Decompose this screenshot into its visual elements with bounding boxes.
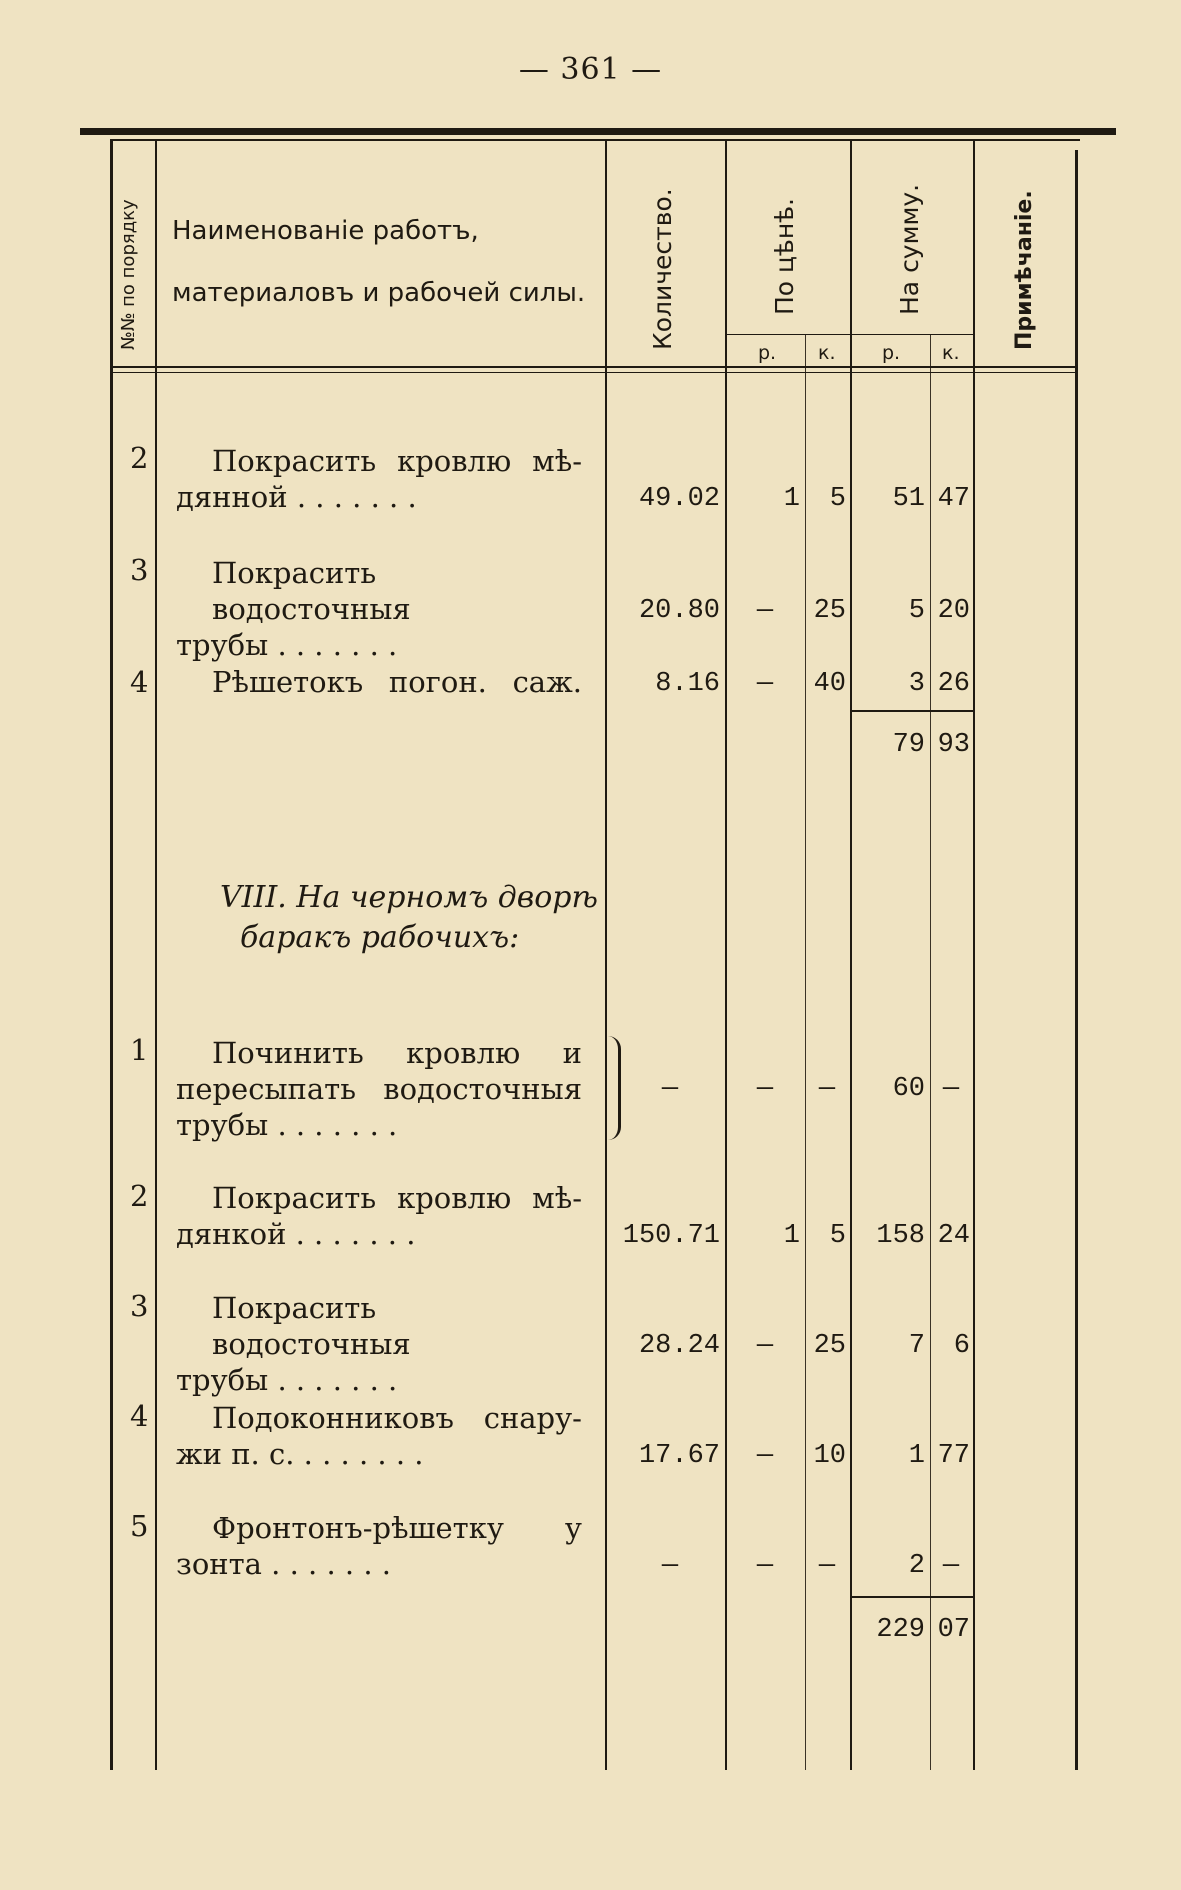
row-quantity: 28.24 xyxy=(638,1331,720,1361)
row-number: 5 xyxy=(130,1509,149,1543)
row-number: 3 xyxy=(130,553,149,587)
total-rule xyxy=(850,710,973,712)
row-sum-r: 60 xyxy=(892,1074,925,1104)
dot-leader: . . . . . . . xyxy=(277,1108,398,1142)
row-sum-k: 47 xyxy=(937,484,970,514)
col-line-sum-rk xyxy=(930,335,931,1770)
dot-leader: . . . . . . . xyxy=(295,1217,416,1251)
table-top-rule-thin xyxy=(110,139,1080,141)
row-number: 2 xyxy=(130,441,149,475)
section-title-line: VIII. На черномъ дворѣ xyxy=(220,880,598,915)
row-description-line: Починить кровлю и xyxy=(212,1036,582,1070)
header-rule xyxy=(110,366,1078,368)
row-price-k: 40 xyxy=(813,669,846,699)
row-description xyxy=(176,1510,582,1582)
row-description xyxy=(176,555,582,663)
row-description xyxy=(176,1400,582,1472)
row-sum-r: 158 xyxy=(876,1221,925,1251)
row-number: 2 xyxy=(130,1179,149,1213)
row-price-k: 5 xyxy=(829,1221,846,1251)
row-sum-r: 2 xyxy=(908,1551,925,1581)
section-total-r: 229 xyxy=(876,1615,925,1645)
row-description-line: Покрасить водосточныя xyxy=(212,556,411,626)
row-price-r: — xyxy=(756,1331,774,1361)
row-price-r: — xyxy=(756,596,774,626)
dot-leader: . . . . . . . xyxy=(271,1547,392,1581)
section-total-k: 07 xyxy=(937,1615,970,1645)
row-sum-k: 24 xyxy=(937,1221,970,1251)
row-description-line: Рѣшетокъ погон. саж. xyxy=(212,665,582,699)
row-sum-k: — xyxy=(942,1551,960,1581)
page-number: — 361 — xyxy=(518,52,663,87)
row-description-word: жи п. с. xyxy=(176,1437,295,1471)
row-description-line: Покрасить кровлю мѣ- xyxy=(212,444,582,478)
row-sum-k: 77 xyxy=(937,1441,970,1471)
col-line-left xyxy=(110,140,113,1770)
col-line-no xyxy=(155,140,157,1770)
table-top-rule xyxy=(80,128,1116,135)
brace-icon xyxy=(608,1036,621,1140)
price-unit-k: к. xyxy=(818,342,836,364)
row-description-line: Фронтонъ-рѣшетку у xyxy=(212,1511,582,1545)
header-col-name: Наименованіе работъ, материаловъ и рабочей силы. xyxy=(172,216,586,308)
row-sum-k: 6 xyxy=(953,1331,970,1361)
total-rule xyxy=(850,1596,973,1598)
row-description-line: пересыпать водосточныя xyxy=(176,1072,582,1106)
row-sum-r: 51 xyxy=(892,484,925,514)
col-line-sum xyxy=(973,140,975,1770)
row-description xyxy=(176,1290,582,1398)
row-sum-r: 5 xyxy=(908,596,925,626)
row-description-word: зонта xyxy=(176,1547,262,1581)
row-price-r: — xyxy=(756,669,774,699)
row-description-word: трубы xyxy=(176,1108,269,1142)
row-sum-r: 7 xyxy=(908,1331,925,1361)
row-sum-k: 26 xyxy=(937,669,970,699)
row-description-word: трубы xyxy=(176,1363,269,1397)
row-number: 3 xyxy=(130,1289,149,1323)
header-col-note: Примѣчаніе. xyxy=(1012,190,1037,350)
row-price-r: 1 xyxy=(783,484,800,514)
row-description-line xyxy=(176,479,582,515)
row-price-k: 5 xyxy=(829,484,846,514)
row-price-r: 1 xyxy=(783,1221,800,1251)
row-quantity: 20.80 xyxy=(638,596,720,626)
sum-unit-r: р. xyxy=(882,342,901,364)
row-price-r: — xyxy=(756,1441,774,1471)
row-price-k: 25 xyxy=(813,1331,846,1361)
row-price-k: 25 xyxy=(813,596,846,626)
row-description-word: трубы xyxy=(176,628,269,662)
col-line-price xyxy=(850,140,852,1770)
subheader-rule xyxy=(725,334,973,335)
header-col-qty: Количество. xyxy=(648,188,677,350)
row-description-line xyxy=(176,627,582,663)
row-quantity: 49.02 xyxy=(638,484,720,514)
row-description xyxy=(176,1180,582,1252)
row-description-line: Покрасить кровлю мѣ- xyxy=(212,1181,582,1215)
price-unit-r: р. xyxy=(758,342,777,364)
row-number: 4 xyxy=(130,1399,149,1433)
row-price-r: — xyxy=(756,1551,774,1581)
row-sum-k: — xyxy=(942,1074,960,1104)
section-title-line: баракъ рабочихъ: xyxy=(240,920,520,955)
header-rule-thin xyxy=(110,372,1078,373)
row-quantity: 8.16 xyxy=(655,669,720,699)
row-description xyxy=(176,664,582,700)
col-line-qty xyxy=(725,140,727,1770)
row-description-line: Покрасить водосточныя xyxy=(212,1291,411,1361)
row-quantity: 150.71 xyxy=(622,1221,720,1251)
row-price-r: — xyxy=(756,1074,774,1104)
dot-leader: . . . . . . . xyxy=(296,480,417,514)
row-quantity: 17.67 xyxy=(638,1441,720,1471)
header-col-no: №№ по порядку xyxy=(118,199,139,350)
row-quantity: — xyxy=(661,1074,679,1104)
row-sum-k: 20 xyxy=(937,596,970,626)
row-description-line xyxy=(176,1546,582,1582)
row-description-line xyxy=(176,1107,582,1143)
col-line-price-rk xyxy=(805,335,806,1770)
section-title xyxy=(220,878,600,958)
header-col-price: По цѣнѣ. xyxy=(770,198,799,315)
row-description xyxy=(176,1035,582,1143)
row-quantity: — xyxy=(661,1551,679,1581)
row-price-k: — xyxy=(818,1551,836,1581)
row-number: 1 xyxy=(130,1033,149,1067)
header-col-sum: На сумму. xyxy=(895,183,924,315)
row-description-word: дянкой xyxy=(176,1217,287,1251)
row-description-line: Подоконниковъ снару- xyxy=(212,1401,582,1435)
section-total-k: 93 xyxy=(937,730,970,760)
row-price-k: 10 xyxy=(813,1441,846,1471)
row-sum-r: 1 xyxy=(908,1441,925,1471)
row-description-line xyxy=(176,1436,582,1472)
row-number: 4 xyxy=(130,665,149,699)
row-description xyxy=(176,443,582,515)
row-sum-r: 3 xyxy=(908,669,925,699)
row-price-k: — xyxy=(818,1074,836,1104)
sum-unit-k: к. xyxy=(942,342,960,364)
dot-leader: . . . . . . . xyxy=(303,1437,424,1471)
dot-leader: . . . . . . . xyxy=(277,628,398,662)
col-line-right xyxy=(1075,150,1078,1770)
dot-leader: . . . . . . . xyxy=(277,1363,398,1397)
section-total-r: 79 xyxy=(892,730,925,760)
row-description-line xyxy=(176,1216,582,1252)
col-line-name xyxy=(605,140,607,1770)
row-description-word: дянной xyxy=(176,480,288,514)
row-description-line xyxy=(176,1362,582,1398)
